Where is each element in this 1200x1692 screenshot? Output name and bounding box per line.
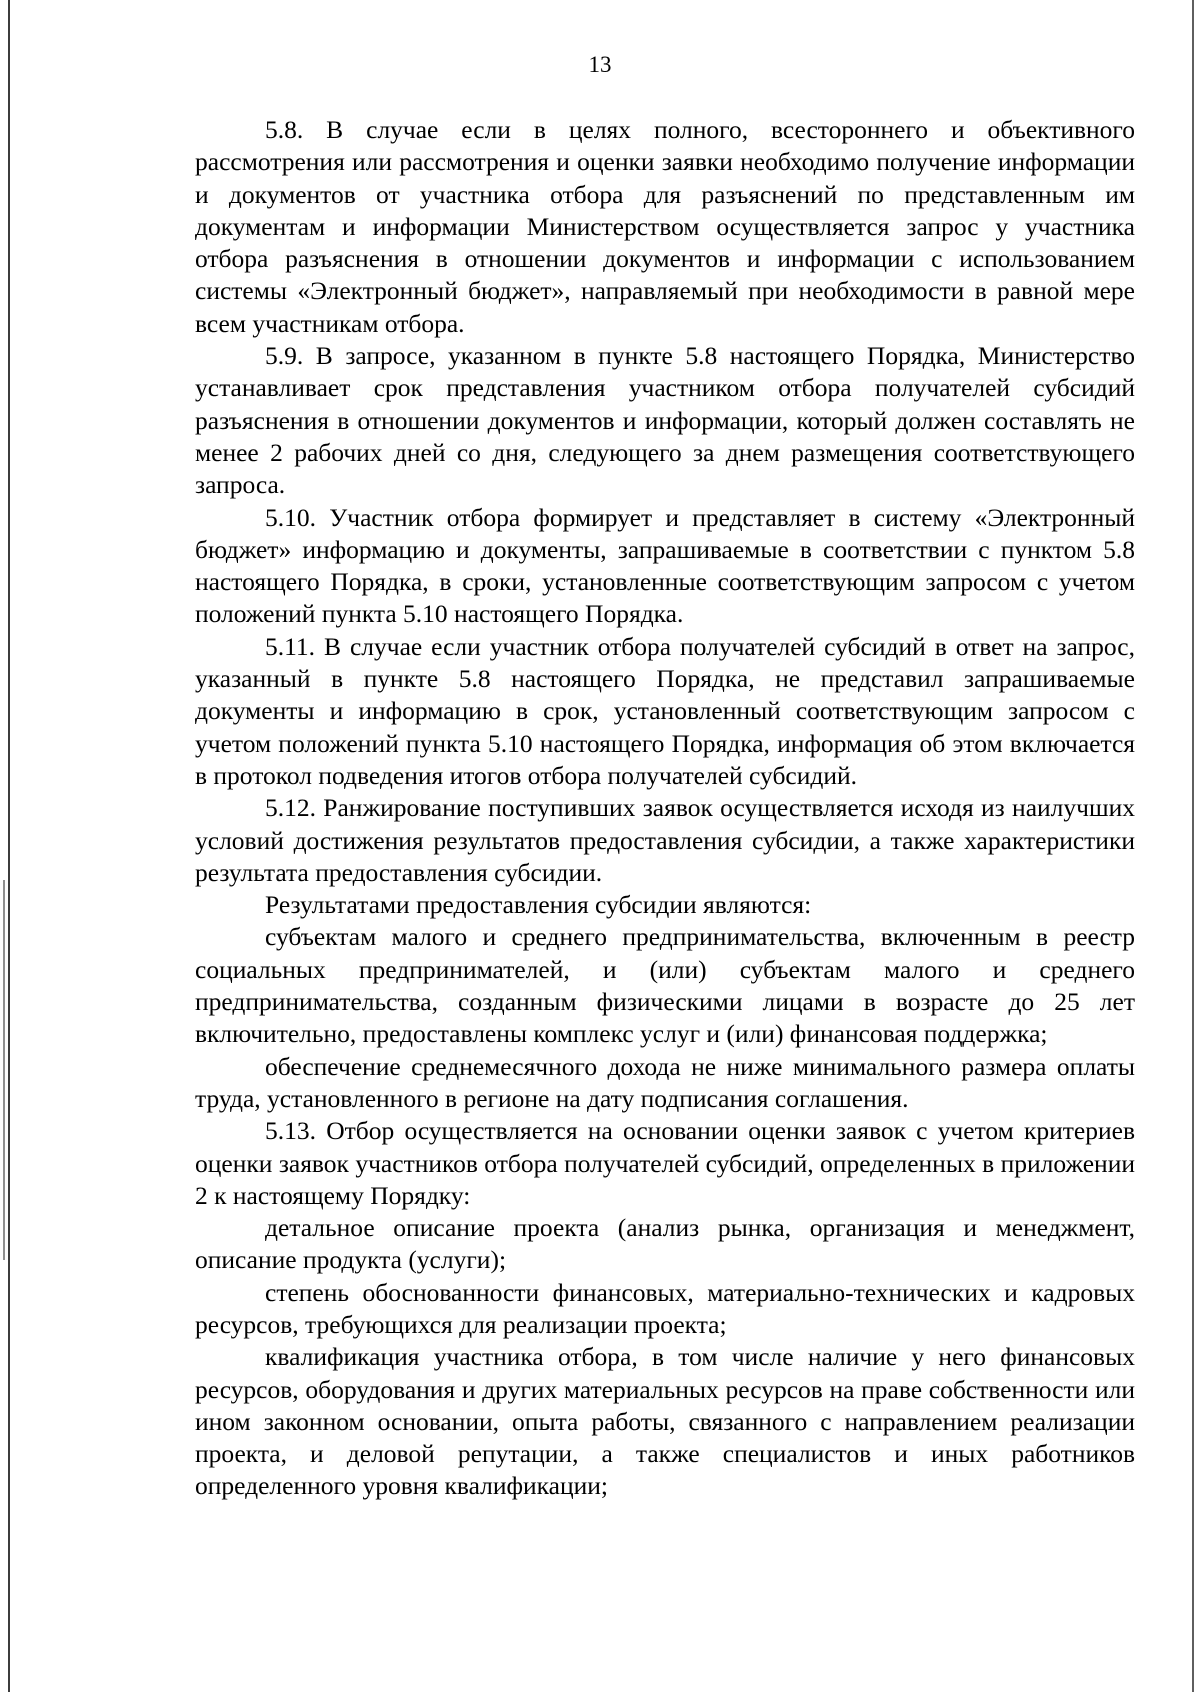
paragraph-results-intro: Результатами предоставления субсидии являются: — [265, 890, 812, 920]
paragraph-criterion-3: квалификация участника отбора, в том числе наличие у него финансовых ресурсов, оборудования и других материальных ресурсов на праве собственности или ином законном основании, опыта работы, связанного с направлением реализации проекта, и деловой репутации, а также специалистов и иных работников определенного уровня квалификации; — [195, 1342, 1135, 1501]
paragraph-5-13: 5.13. Отбор осуществляется на основании оценки заявок с учетом критериев оценки заявок участников отбора получателей субсидий, определенных в приложении 2 к настоящему Порядку: — [195, 1116, 1135, 1210]
paragraph-5-10: 5.10. Участник отбора формирует и представляет в систему «Электронный бюджет» информацию и документы, запрашиваемые в соответствии с пунктом 5.8 настоящего Порядка, в сроки, установленные соответствующим запросом с учетом положений пункта 5.10 настоящего Порядка. — [195, 502, 1135, 629]
paragraph-criterion-2: степень обоснованности финансовых, материально-технических и кадровых ресурсов, требующихся для реализации проекта; — [195, 1277, 1135, 1339]
paragraph-result-2: обеспечение среднемесячного дохода не ниже минимального размера оплаты труда, установленного в регионе на дату подписания соглашения. — [195, 1051, 1135, 1113]
paragraph-result-1: субъектам малого и среднего предпринимательства, включенным в реестр социальных предпринимателей, и (или) субъектам малого и среднего предпринимательства, созданным физическими лицами в возрасте до 25 лет включительно, предоставлены комплекс услуг и (или) финансовая поддержка; — [195, 922, 1135, 1049]
paragraph-5-11: 5.11. В случае если участник отбора получателей субсидий в ответ на запрос, указанный в пункте 5.8 настоящего Порядка, не представил запрашиваемые документы и информацию в срок, установленный соответствующим запросом с учетом положений пункта 5.10 настоящего Порядка, информация об этом включается в протокол подведения итогов отбора получателей субсидий. — [195, 631, 1135, 790]
scan-edge-right — [1192, 0, 1194, 1692]
paragraph-5-8: 5.8. В случае если в целях полного, всестороннего и объективного рассмотрения или рассмотрения и оценки заявки необходимо получение информации и документов от участника отбора для разъяснений по представленным им документам и информации Министерством осуществляется запрос у участника отбора разъяснения в отношении документов и информации с использованием системы «Электронный бюджет», направляемый при необходимости в равной мере всем участникам отбора. — [195, 115, 1135, 338]
scan-edge-left-mark — [3, 880, 5, 1260]
paragraph-5-9: 5.9. В запросе, указанном в пункте 5.8 настоящего Порядка, Министерство устанавливает срок представления участником отбора получателей субсидий разъяснения в отношении документов и информации, который должен составлять не менее 2 рабочих дней со дня, следующего за днем размещения соответствующего запроса. — [195, 341, 1135, 500]
scan-edge-left — [8, 0, 10, 1692]
paragraph-5-12: 5.12. Ранжирование поступивших заявок осуществляется исходя из наилучших условий достижения результатов предоставления субсидии, а также характеристики результата предоставления субсидии. — [195, 793, 1135, 887]
page-number: 13 — [588, 52, 612, 77]
paragraph-criterion-1: детальное описание проекта (анализ рынка, организация и менеджмент, описание продукта (услуги); — [195, 1213, 1135, 1275]
document-body — [195, 114, 1135, 1503]
